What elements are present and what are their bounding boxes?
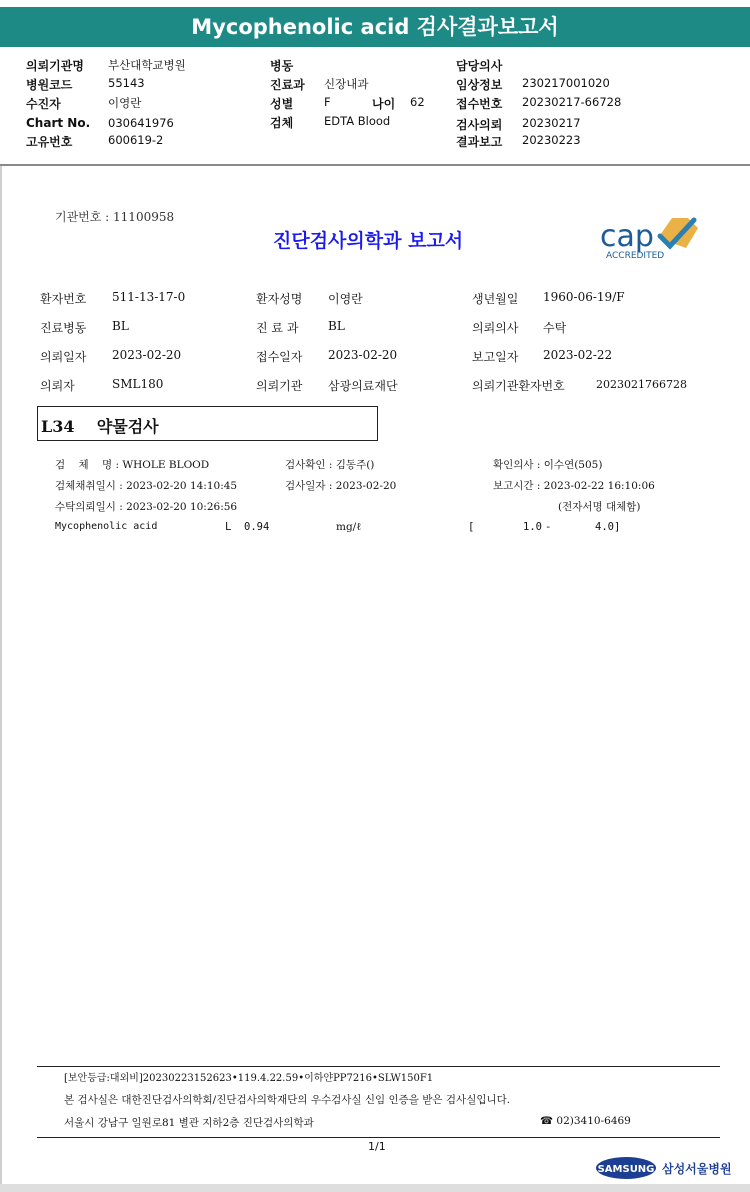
reference-dash: - <box>545 521 552 533</box>
patient-label: 의뢰기관 <box>256 379 303 393</box>
header-label: 병원코드 <box>26 78 73 92</box>
header-value: EDTA Blood <box>324 114 391 128</box>
patient-label: 의뢰자 <box>40 379 75 393</box>
patient-label: 의뢰일자 <box>40 350 87 364</box>
patient-label: 진료병동 <box>40 321 87 335</box>
page-left-edge <box>0 166 2 1192</box>
page-bottom-edge <box>0 1184 750 1192</box>
patient-value: 2023-02-22 <box>543 348 613 362</box>
header-value: 20230217 <box>522 116 581 130</box>
header-value: 600619-2 <box>108 133 164 147</box>
test-date: 검사일자 : 2023-02-20 <box>285 480 397 492</box>
header-label: 수진자 <box>26 97 61 111</box>
patient-label: 생년월일 <box>472 292 519 306</box>
header-value: 20230217-66728 <box>522 95 622 109</box>
samsung-hospital-logo <box>596 1155 736 1181</box>
patient-label: 의뢰기관환자번호 <box>472 379 565 393</box>
report-time: 보고시간 : 2023-02-22 16:10:06 <box>493 480 655 492</box>
svg-text:ACCREDITED: ACCREDITED <box>606 251 665 261</box>
confirm-doctor: 확인의사 : 이수연(505) <box>493 459 603 471</box>
header-value: 55143 <box>108 76 145 90</box>
lab-address: 서울시 강남구 일원로81 별관 지하2층 진단검사의학과 <box>64 1117 314 1129</box>
svg-text:SAMSUNG: SAMSUNG <box>597 1164 655 1175</box>
result-flag: L <box>225 521 232 533</box>
section-label: L34 약물검사 <box>41 417 159 436</box>
patient-value: 삼광의료재단 <box>328 379 398 393</box>
patient-label: 환자번호 <box>40 292 87 306</box>
result-test-name: Mycophenolic acid <box>55 521 158 532</box>
svg-text:cap: cap <box>600 219 654 254</box>
result-unit: mg/ℓ <box>336 521 362 533</box>
header-value: 부산대학교병원 <box>108 58 186 72</box>
page-number: 1/1 <box>368 1140 386 1153</box>
patient-label: 진 료 과 <box>256 321 299 335</box>
patient-label: 접수일자 <box>256 350 303 364</box>
test-checker: 검사확인 : 김동주() <box>285 459 375 471</box>
collection-datetime: 검체채취일시 : 2023-02-20 14:10:45 <box>55 480 238 492</box>
footer-top-rule <box>37 1066 720 1067</box>
esign-note: (전자서명 대체함) <box>558 501 641 513</box>
header-label: 나이 <box>372 97 396 111</box>
reference-low: 1.0 <box>523 521 542 533</box>
header-label: 병동 <box>270 59 294 73</box>
header-label: 진료과 <box>270 78 305 92</box>
result-value: 0.94 <box>244 521 270 533</box>
section-header-box <box>37 406 378 441</box>
header-label: 검사의뢰 <box>456 118 503 132</box>
header-value: 이영란 <box>108 96 142 110</box>
header-value: 20230223 <box>522 133 581 147</box>
header-label: 임상정보 <box>456 78 503 92</box>
patient-value: SML180 <box>112 377 164 391</box>
patient-value: BL <box>328 319 345 333</box>
certification-note: 본 검사실은 대한진단검사의학회/진단검사의학재단의 우수검사실 신임 인증을 받은 검사실입니다. <box>64 1094 511 1106</box>
patient-value: 2023-02-20 <box>112 348 182 362</box>
patient-value: BL <box>112 319 129 333</box>
lab-report-title: 진단검사의학과 보고서 <box>273 230 464 252</box>
lab-phone: ☎ 02)3410-6469 <box>540 1115 631 1127</box>
patient-value: 511-13-17-0 <box>112 290 186 304</box>
header-label: 검체 <box>270 116 294 130</box>
patient-label: 환자성명 <box>256 292 303 306</box>
header-label: 담당의사 <box>456 59 503 73</box>
patient-value: 2023-02-20 <box>328 348 398 362</box>
request-datetime: 수탁의뢰일시 : 2023-02-20 10:26:56 <box>55 501 238 513</box>
header-value: 030641976 <box>108 116 174 130</box>
reference-open: [ <box>468 521 475 533</box>
header-label: 접수번호 <box>456 97 503 111</box>
institution-number: 기관번호 : 11100958 <box>55 210 175 224</box>
patient-value: 이영란 <box>328 292 363 306</box>
security-line: [보안등급:대외비]20230223152623•119.4.22.59•이하얀PP7216•SLW150F1 <box>64 1073 434 1084</box>
header-label: 성별 <box>270 97 294 111</box>
header-label: 결과보고 <box>456 135 503 149</box>
header-label: 의뢰기관명 <box>26 59 84 73</box>
header-divider <box>0 164 750 166</box>
reference-high: 4.0] <box>595 521 621 533</box>
svg-text:삼성서울병원: 삼성서울병원 <box>662 1162 732 1176</box>
header-value: 230217001020 <box>522 76 610 90</box>
header-label: Chart No. <box>26 116 91 130</box>
patient-value: 수탁 <box>543 321 567 335</box>
cap-accredited-logo <box>598 212 702 264</box>
patient-value: 2023021766728 <box>596 378 687 391</box>
report-title-bar: Mycophenolic acid 검사결과보고서 <box>0 7 750 47</box>
patient-label: 의뢰의사 <box>472 321 519 335</box>
header-value: F <box>324 95 331 109</box>
patient-label: 보고일자 <box>472 350 519 364</box>
header-label: 고유번호 <box>26 135 73 149</box>
header-value: 62 <box>410 95 425 109</box>
header-value: 신장내과 <box>324 77 369 91</box>
footer-bottom-rule <box>37 1137 720 1138</box>
patient-value: 1960-06-19/F <box>543 290 625 304</box>
specimen-name: 검 체 명 : WHOLE BLOOD <box>55 459 210 471</box>
